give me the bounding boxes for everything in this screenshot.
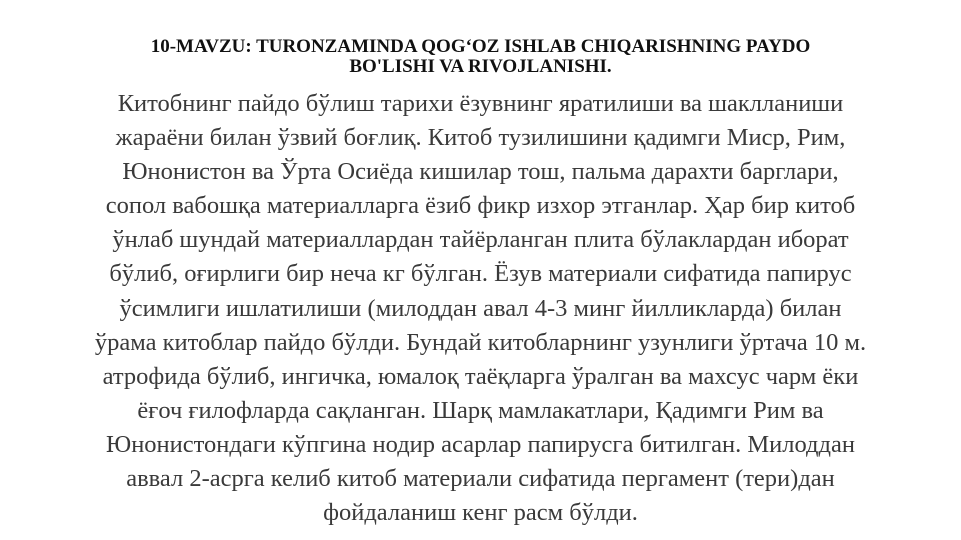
body-line: атрофида бўлиб, ингичка, юмалоқ таёқларга ўралган ва махсус чарм ёки [102,362,859,390]
body-line: фойдаланиш кенг расм бўлди. [323,499,638,527]
body-line: сопол вабошқа материалларга ёзиб фикр изхор этганлар. Ҳар бир китоб [105,192,856,220]
body-line: Китобнинг пайдо бўлиш тарихи ёзувнинг яратилиши ва шаклланиши [117,90,844,117]
body-line: ёғоч ғилофларда сақланган. Шарқ мамлакатлари, Қадимги Рим ва [137,396,824,424]
slide-title-line: 10-MAVZU: TURONZAMINDA QOG‘OZ ISHLAB CHIQARISHNING PAYDO [150,36,811,57]
body-line: ўрама китоблар пайдо бўлди. Бундай китобларнинг узунлиги ўртача 10 м. [94,328,867,356]
body-line: жараёни билан ўзвий боғлиқ. Китоб тузилишини қадимги Миср, Рим, [115,124,846,152]
slide-body-text [10,87,951,530]
body-line: ўсимлиги ишлатилиши (милоддан авал 4-3 минг йилликларда) билан [119,294,842,322]
body-line: Юнонистондаги кўпгина нодир асарлар папирусга битилган. Милоддан [106,430,855,458]
body-line: бўлиб, оғирлиги бир неча кг бўлган. Ёзув материали сифатида папирус [109,260,852,288]
body-line: Юнонистон ва Ўрта Осиёда кишилар тош, пальма дарахти барглари, [122,158,839,186]
body-line: аввал 2-асрга келиб китоб материали сифатида пергамент (тери)дан [126,465,835,493]
slide-title [0,37,961,77]
slide-title-line: BO'LISHI VA RIVOJLANISHI. [349,56,612,77]
body-line: ўнлаб шундай материаллардан тайёрланган плита бўлаклардан иборат [112,226,849,254]
